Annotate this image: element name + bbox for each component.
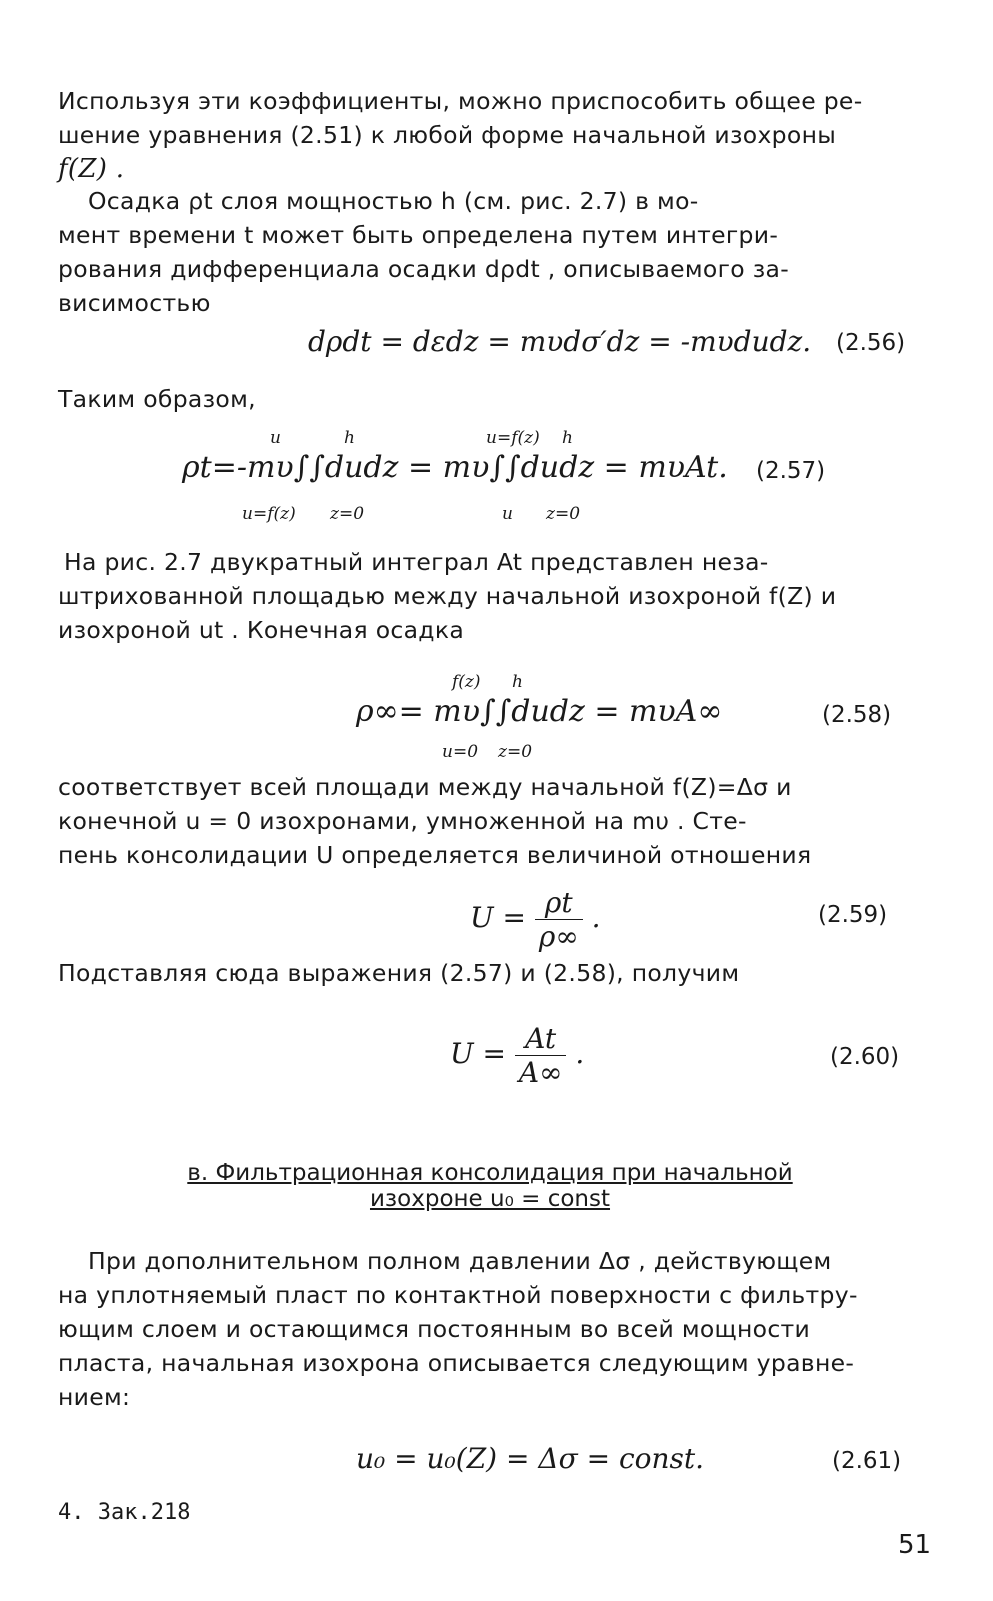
integral-lower-limit: z=0: [330, 504, 365, 524]
text-line: На рис. 2.7 двукратный интеграл At представлен неза-: [64, 548, 769, 576]
integral-lower-limit: z=0: [498, 742, 533, 762]
text-line: шение уравнения (2.51) к любой форме начальной изохроны: [58, 121, 837, 149]
text-line: Осадка ρt слоя мощностью h (см. рис. 2.7) в мо-: [88, 187, 699, 215]
paragraph-double-integral: [58, 545, 930, 647]
integral-lower-limit: u=0: [442, 742, 479, 762]
equation-number: (2.61): [832, 1448, 902, 1474]
text-line: соответствует всей площади между начальной f(Z)=Δσ и: [58, 773, 792, 801]
equation-number: (2.60): [830, 1044, 900, 1070]
paragraph-thus: Таким образом,: [58, 385, 256, 413]
fraction-numerator: At: [515, 1022, 567, 1056]
equation-number: (2.57): [756, 458, 826, 484]
section-heading-line: изохроне u₀ = const: [369, 1186, 611, 1212]
text-line: нием:: [58, 1383, 131, 1411]
section-heading: [140, 1160, 840, 1212]
fraction-denominator: ρ∞: [538, 920, 579, 953]
text-line: При дополнительном полном давлении Δσ , действующем: [88, 1247, 832, 1275]
text-line: Используя эти коэффициенты, можно приспособить общее ре-: [58, 87, 863, 115]
integral-upper-limit: f(z): [452, 672, 481, 692]
fraction-denominator: A∞: [518, 1056, 563, 1089]
text-line: на уплотняемый пласт по контактной поверхности с фильтру-: [58, 1281, 858, 1309]
fraction: [515, 1022, 567, 1089]
text-line: конечной u = 0 изохронами, умноженной на mυ . Сте-: [58, 807, 747, 835]
text-line: f(Z) .: [58, 154, 125, 184]
integral-lower-limit: u: [502, 504, 513, 524]
equation-tail: .: [591, 901, 601, 934]
page-number: 51: [898, 1530, 932, 1560]
text-line: висимостью: [58, 289, 211, 317]
equation-tail: .: [575, 1037, 585, 1070]
text-line: изохроной ut . Конечная осадка: [58, 616, 465, 644]
text-line: рования дифференциала осадки dρdt , описываемого за-: [58, 255, 789, 283]
integral-upper-limit: h: [344, 428, 355, 448]
fraction: [535, 886, 583, 953]
equation-2-61: u₀ = u₀(Z) = Δσ = const.: [356, 1442, 705, 1475]
equation-number: (2.59): [818, 902, 888, 928]
integral-upper-limit: h: [512, 672, 523, 692]
printer-mark: 4. Зак.218: [58, 1500, 191, 1525]
equation-2-60: [450, 1022, 584, 1089]
paragraph-intro: [58, 84, 930, 186]
equation-lhs: U =: [450, 1037, 506, 1070]
section-heading-line: в. Фильтрационная консолидация при начальной: [187, 1160, 793, 1186]
equation-body: ρ∞= mυ∫∫dudz = mυA∞: [356, 694, 723, 729]
equation-lhs: U =: [470, 901, 526, 934]
equation-2-56: dρdt = dεdz = mυdσ′dz = -mυdudz.: [308, 325, 812, 358]
paragraph-pressure: [58, 1244, 930, 1414]
text-line: мент времени t может быть определена путем интегри-: [58, 221, 779, 249]
integral-lower-limit: z=0: [546, 504, 581, 524]
integral-upper-limit: u: [270, 428, 281, 448]
equation-2-59: [470, 886, 600, 953]
text-line: штрихованной площадью между начальной изохроной f(Z) и: [58, 582, 837, 610]
text-line: пласта, начальная изохрона описывается следующим уравне-: [58, 1349, 855, 1377]
equation-number: (2.58): [822, 702, 892, 728]
text-line: пень консолидации U определяется величиной отношения: [58, 841, 812, 869]
equation-body: ρt=-mυ∫∫dudz = mυ∫∫dudz = mυAt.: [182, 450, 728, 485]
integral-upper-limit: u=f(z): [486, 428, 540, 448]
fraction-numerator: ρt: [535, 886, 583, 920]
text-line: ющим слоем и остающимся постоянным во всей мощности: [58, 1315, 811, 1343]
equation-number: (2.56): [836, 330, 906, 356]
paragraph-settlement: [58, 184, 930, 320]
integral-upper-limit: h: [562, 428, 573, 448]
paragraph-final-settlement: [58, 770, 930, 872]
paragraph-substituting: Подставляя сюда выражения (2.57) и (2.58), получим: [58, 959, 740, 987]
integral-lower-limit: u=f(z): [242, 504, 296, 524]
